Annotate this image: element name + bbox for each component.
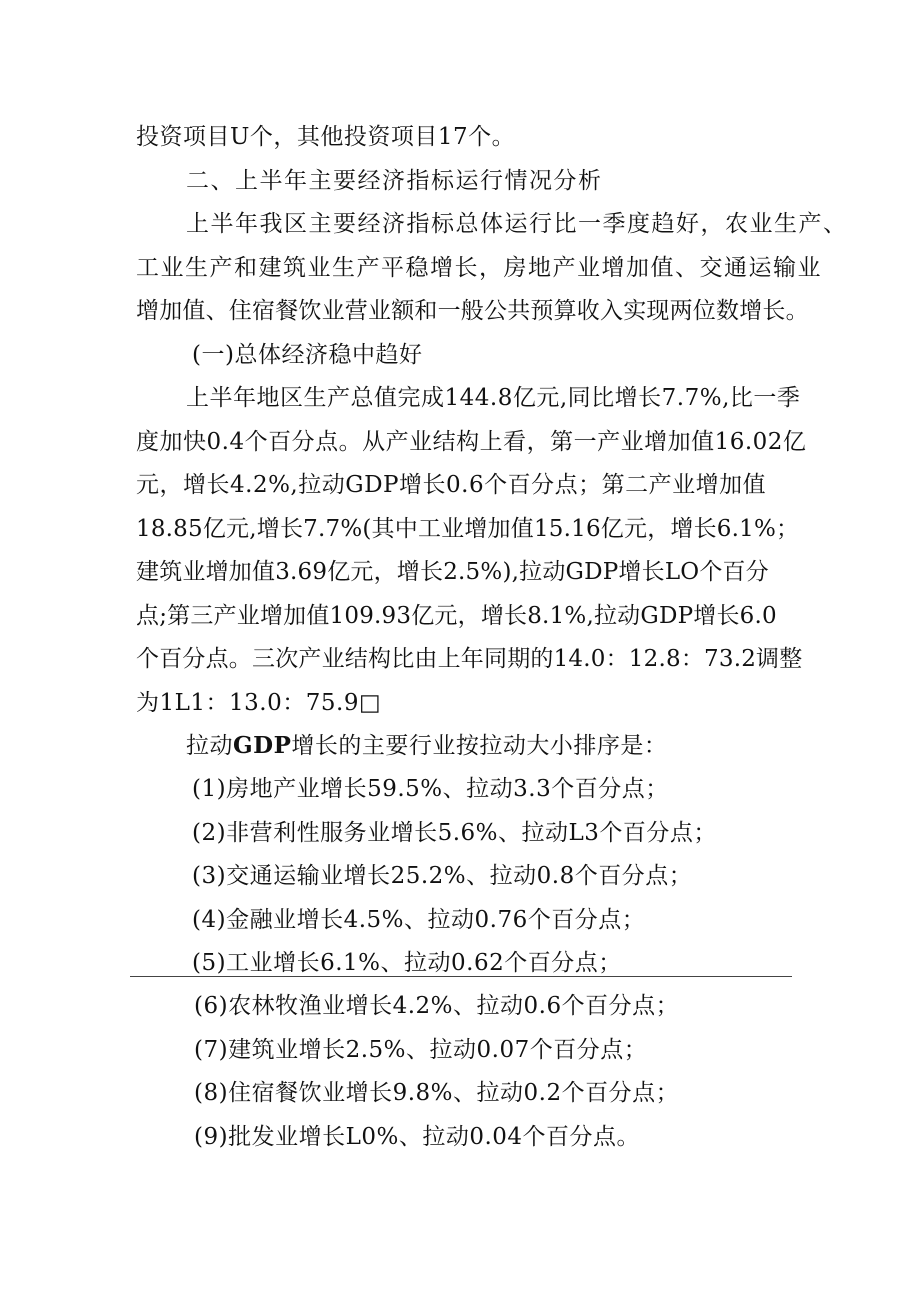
paragraph-gdp-line: 为1L1：13.0：75.9□ — [136, 690, 382, 716]
paragraph-overview-line: 上半年我区主要经济指标总体运行比一季度趋好，农业生产、 — [186, 211, 848, 237]
ranking-item: (7)建筑业增长2.5%、拉动0.07个百分点； — [194, 1037, 648, 1063]
subheading: (一)总体经济稳中趋好 — [192, 342, 423, 368]
ranking-item: (3)交通运输业增长25.2%、拉动0.8个百分点； — [192, 863, 693, 889]
ranking-intro-suffix: 增长的主要行业按拉动大小排序是： — [291, 733, 668, 759]
paragraph-gdp-line: 18.85亿元,增长7.7%(其中工业增加值15.16亿元，增长6.1%； — [136, 516, 800, 542]
paragraph-overview-line: 增加值、住宿餐饮业营业额和一般公共预算收入实现两位数增长。 — [136, 298, 809, 324]
paragraph-gdp-line: 个百分点。三次产业结构比由上年同期的14.0：12.8：73.2调整 — [136, 646, 803, 672]
ranking-intro-prefix: 拉动 — [186, 733, 233, 759]
ranking-item: (6)农林牧渔业增长4.2%、拉动0.6个百分点； — [194, 993, 680, 1019]
paragraph-gdp-line: 上半年地区生产总值完成144.8亿元,同比增长7.7%,比一季 — [186, 385, 801, 411]
section-heading: 二、上半年主要经济指标运行情况分析 — [186, 168, 603, 194]
page-divider — [130, 976, 792, 977]
paragraph-gdp-line: 点;第三产业增加值109.93亿元，增长8.1%,拉动GDP增长6.0 — [136, 603, 777, 629]
ranking-item: (1)房地产业增长59.5%、拉动3.3个百分点； — [192, 776, 669, 802]
ranking-item: (4)金融业增长4.5%、拉动0.76个百分点； — [192, 907, 646, 933]
ranking-item: (8)住宿餐饮业增长9.8%、拉动0.2个百分点； — [194, 1080, 680, 1106]
paragraph-overview-line: 工业生产和建筑业生产平稳增长，房地产业增加值、交通运输业 — [136, 255, 822, 281]
paragraph-gdp-line: 建筑业增加值3.69亿元，增长2.5%),拉动GDP增长LO个百分 — [136, 559, 769, 585]
paragraph-gdp-line: 元，增长4.2%,拉动GDP增长0.6个百分点；第二产业增加值 — [136, 472, 767, 498]
paragraph-intro-tail: 投资项目U个，其他投资项目17个。 — [136, 124, 516, 150]
ranking-intro — [186, 731, 667, 761]
ranking-item: (2)非营利性服务业增长5.6%、拉动L3个百分点； — [192, 820, 717, 846]
ranking-item: (9)批发业增长L0%、拉动0.04个百分点。 — [194, 1124, 641, 1150]
ranking-item: (5)工业增长6.1%、拉动0.62个百分点； — [192, 950, 622, 976]
ranking-intro-gdp: GDP — [233, 732, 292, 759]
paragraph-gdp-line: 度加快0.4个百分点。从产业结构上看，第一产业增加值16.02亿 — [136, 429, 807, 455]
